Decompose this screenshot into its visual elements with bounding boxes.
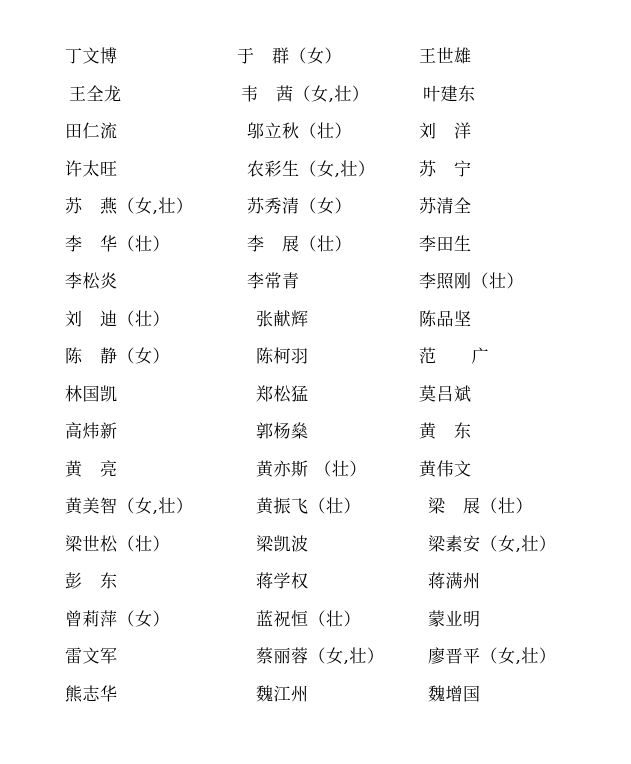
- name-row: [0, 643, 631, 671]
- name-entry: 田仁流: [65, 122, 118, 142]
- name-entry: 陈 静（女）: [65, 347, 170, 367]
- name-row: [0, 343, 631, 371]
- name-entry: 黄 东: [419, 422, 472, 442]
- name-entry: 黄伟文: [419, 459, 472, 480]
- name-entry: 于 群（女）: [237, 47, 342, 67]
- name-entry: 蔡丽蓉（女,壮）: [256, 647, 385, 667]
- name-entry: 王全龙: [69, 84, 122, 105]
- name-entry: 梁世松（壮）: [65, 534, 170, 555]
- name-entry: 莫吕斌: [419, 384, 472, 405]
- name-entry: 韦 茜（女,壮）: [241, 84, 370, 105]
- name-entry: 李照刚（壮）: [419, 272, 524, 292]
- name-entry: 黄亦斯 （壮）: [256, 459, 367, 480]
- name-row: [0, 456, 631, 484]
- name-entry: 梁素安（女,壮）: [428, 534, 557, 555]
- name-entry: 魏江州: [256, 684, 309, 705]
- name-entry: 刘 洋: [419, 122, 472, 142]
- name-entry: 黄 亮: [65, 459, 118, 480]
- name-entry: 郑松猛: [256, 384, 309, 405]
- name-entry: 彭 东: [65, 572, 118, 592]
- name-entry: 李松炎: [65, 272, 118, 292]
- name-row: [0, 418, 631, 446]
- name-row: [0, 568, 631, 596]
- name-entry: 高炜新: [65, 422, 118, 442]
- name-entry: 张献辉: [256, 309, 309, 330]
- name-entry: 叶建东: [423, 84, 476, 105]
- name-entry: 李 展（壮）: [247, 234, 352, 255]
- name-entry: 李 华（壮）: [65, 234, 170, 255]
- name-row: [0, 493, 631, 521]
- name-row: [0, 231, 631, 259]
- name-row: [0, 306, 631, 334]
- name-entry: 黄振飞（壮）: [256, 497, 361, 517]
- name-entry: 黄美智（女,壮）: [65, 497, 194, 517]
- name-entry: 苏秀清（女）: [247, 197, 352, 217]
- name-entry: 范 广: [419, 347, 489, 367]
- name-entry: 魏增国: [428, 684, 481, 705]
- name-entry: 梁凯波: [256, 534, 309, 555]
- name-entry: 熊志华: [65, 684, 118, 705]
- name-entry: 廖晋平（女,壮）: [428, 647, 557, 667]
- name-entry: 陈品坚: [419, 309, 472, 330]
- name-entry: 刘 迪（壮）: [65, 309, 170, 330]
- name-entry: 梁 展（壮）: [428, 497, 533, 517]
- name-row: [0, 81, 631, 109]
- name-row: [0, 606, 631, 634]
- name-row: [0, 531, 631, 559]
- name-entry: 曾莉萍（女）: [65, 609, 170, 630]
- name-entry: 苏 燕（女,壮）: [65, 197, 194, 217]
- name-entry: 丁文博: [65, 47, 118, 67]
- name-entry: 林国凯: [65, 384, 118, 405]
- name-entry: 王世雄: [419, 47, 472, 67]
- name-row: [0, 381, 631, 409]
- name-entry: 苏 宁: [419, 159, 472, 180]
- name-entry: 苏清全: [419, 197, 472, 217]
- name-entry: 农彩生（女,壮）: [247, 159, 376, 180]
- name-entry: 蒋满州: [428, 572, 481, 592]
- name-entry: 邬立秋（壮）: [247, 122, 352, 142]
- name-entry: 雷文军: [65, 647, 118, 667]
- name-row: [0, 43, 631, 71]
- name-entry: 蒋学权: [256, 572, 309, 592]
- name-row: [0, 681, 631, 709]
- name-entry: 蒙业明: [428, 609, 481, 630]
- name-entry: 蓝祝恒（壮）: [256, 609, 361, 630]
- name-row: [0, 156, 631, 184]
- name-entry: 许太旺: [65, 159, 118, 180]
- name-row: [0, 268, 631, 296]
- name-entry: 李常青: [247, 272, 300, 292]
- name-row: [0, 118, 631, 146]
- name-entry: 陈柯羽: [256, 347, 309, 367]
- name-row: [0, 193, 631, 221]
- name-entry: 李田生: [419, 234, 472, 255]
- name-entry: 郭杨燊: [256, 422, 309, 442]
